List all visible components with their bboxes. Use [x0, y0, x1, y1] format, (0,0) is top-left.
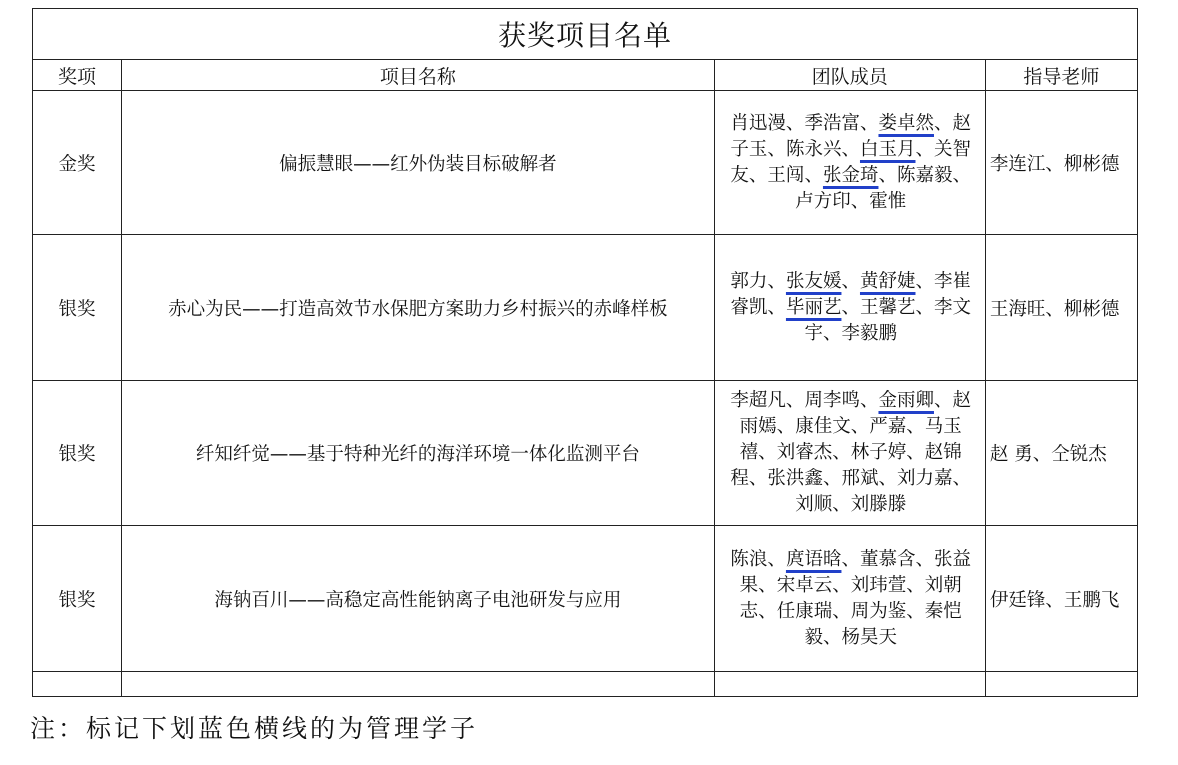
name-separator: 、	[841, 296, 860, 318]
advisor-cell: 赵 勇、仝锐杰	[985, 381, 1137, 526]
name-separator: 、	[767, 138, 786, 160]
award-cell: 银奖	[33, 381, 122, 526]
team-member: 李超凡	[730, 390, 786, 411]
team-member: 张益果	[739, 548, 972, 596]
name-separator: 、	[832, 494, 851, 515]
name-separator: 、	[748, 468, 768, 489]
advisor-cell: 伊廷锋、王鹏飞	[985, 526, 1137, 672]
name-separator: 、	[915, 548, 934, 570]
name-separator: 、	[906, 416, 925, 437]
team-member: 马玉禧	[739, 416, 962, 463]
header-advisor: 指导老师	[985, 60, 1137, 91]
team-member: 霍惟	[869, 190, 907, 212]
team-member: 卢方印	[795, 190, 851, 212]
name-separator: 、	[906, 600, 925, 622]
blank-cell	[33, 672, 122, 697]
team-member: 李文宇	[804, 296, 972, 344]
team-member: 李崔睿凯	[730, 270, 972, 318]
name-separator: 、	[878, 164, 897, 186]
table-row	[33, 381, 1138, 526]
team-member-management: 白玉月	[859, 138, 916, 160]
team-member: 陈永兴	[785, 138, 842, 160]
name-separator: 、	[822, 322, 842, 344]
name-separator: 、	[859, 390, 879, 411]
name-separator: 、	[748, 164, 768, 186]
team-member: 赵锦程	[730, 442, 962, 489]
name-separator: 、	[758, 574, 777, 596]
name-separator: 、	[832, 574, 851, 596]
name-separator: 、	[785, 390, 805, 411]
team-member-management: 黄舒婕	[859, 270, 916, 292]
blank-row	[33, 672, 1138, 697]
project-name-cell: 赤心为民——打造高效节水保肥方案助力乡村振兴的赤峰样板	[122, 235, 715, 381]
name-separator: 、	[767, 296, 786, 318]
team-member-management: 庹语晗	[785, 548, 842, 570]
table-row	[33, 235, 1138, 381]
team-member: 邢斌	[841, 468, 879, 489]
blank-cell	[985, 672, 1137, 697]
name-separator: 、	[776, 416, 796, 437]
name-separator: 、	[906, 442, 925, 463]
advisor-cell: 王海旺、柳彬德	[985, 235, 1137, 381]
name-separator: 、	[850, 416, 870, 437]
name-separator: 、	[758, 442, 777, 463]
team-member: 刘力嘉	[896, 468, 953, 489]
table-row	[33, 526, 1138, 672]
name-separator: 、	[850, 190, 870, 212]
team-members-cell	[714, 235, 985, 381]
header-row	[33, 60, 1138, 91]
name-separator: 、	[841, 138, 860, 160]
team-members-cell	[714, 381, 985, 526]
team-member: 季浩富	[804, 112, 860, 134]
team-member: 肖迅漫	[730, 112, 786, 134]
name-separator: 、	[758, 600, 777, 622]
name-separator: 、	[915, 296, 934, 318]
team-member: 陈嘉毅	[896, 164, 953, 186]
name-separator: 、	[785, 112, 805, 134]
team-member: 王馨艺	[859, 296, 916, 318]
team-member: 王闯	[767, 164, 805, 186]
team-member: 刘滕滕	[850, 494, 907, 515]
team-member: 赵子玉	[730, 112, 972, 160]
award-rows	[33, 91, 1138, 672]
team-member: 刘玮萱	[850, 574, 907, 596]
team-member-management: 金雨卿	[878, 390, 934, 411]
table-title: 获奖项目名单	[33, 9, 1138, 60]
name-separator: 、	[767, 548, 786, 570]
team-member: 张洪鑫	[767, 468, 823, 489]
name-separator: 、	[915, 270, 934, 292]
team-member: 杨昊天	[841, 626, 897, 648]
name-separator: 、	[767, 270, 786, 292]
name-separator: 、	[804, 164, 823, 186]
advisor-cell: 李连江、柳彬德	[985, 91, 1137, 235]
team-member-management: 娄卓然	[878, 112, 934, 134]
team-member: 郭力	[730, 270, 768, 292]
award-cell: 金奖	[33, 91, 122, 235]
name-separator: 、	[933, 390, 953, 411]
header-project-name: 项目名称	[122, 60, 715, 91]
name-separator: 、	[841, 270, 860, 292]
table-row	[33, 91, 1138, 235]
team-member: 任康瑞	[776, 600, 833, 622]
team-member: 刘睿杰	[776, 442, 833, 463]
name-separator: 、	[832, 442, 851, 463]
team-member: 秦恺毅	[804, 600, 962, 648]
team-member: 严嘉	[869, 416, 907, 437]
team-member: 陈浪	[730, 548, 768, 570]
award-cell: 银奖	[33, 526, 122, 672]
name-separator: 、	[832, 600, 851, 622]
name-separator: 、	[822, 468, 842, 489]
project-name-cell: 偏振慧眼——红外伪装目标破解者	[122, 91, 715, 235]
team-members-cell	[714, 91, 985, 235]
name-separator: 、	[878, 468, 897, 489]
team-member: 刘朝志	[739, 574, 962, 622]
award-list-table	[32, 8, 1138, 697]
name-separator: 、	[952, 468, 972, 489]
name-separator: 、	[841, 548, 860, 570]
project-name-cell: 纤知纤觉——基于特种光纤的海洋环境一体化监测平台	[122, 381, 715, 526]
team-member: 李毅鹏	[841, 322, 897, 344]
team-member: 周为鉴	[850, 600, 907, 622]
header-award: 奖项	[33, 60, 122, 91]
name-separator: 、	[859, 112, 879, 134]
title-row	[33, 9, 1138, 60]
team-member: 周李鸣	[804, 390, 860, 411]
team-member: 康佳文	[795, 416, 851, 437]
award-cell: 银奖	[33, 235, 122, 381]
team-member-management: 张金琦	[822, 164, 879, 186]
blank-cell	[122, 672, 715, 697]
team-member: 林子婷	[850, 442, 907, 463]
name-separator: 、	[952, 164, 972, 186]
team-member: 赵雨嫣	[739, 390, 972, 437]
team-member: 关智友	[730, 138, 972, 186]
team-member-management: 毕丽艺	[785, 296, 842, 318]
name-separator: 、	[822, 626, 842, 648]
team-members-cell	[714, 526, 985, 672]
project-name-cell: 海钠百川——高稳定高性能钠离子电池研发与应用	[122, 526, 715, 672]
team-member: 董慕含	[859, 548, 916, 570]
team-member: 宋卓云	[776, 574, 833, 596]
name-separator: 、	[906, 574, 925, 596]
blank-cell	[714, 672, 985, 697]
team-member-management: 张友媛	[785, 270, 842, 292]
team-member: 刘顺	[795, 494, 833, 515]
footnote: 注：标记下划蓝色横线的为管理学子	[30, 714, 479, 743]
name-separator: 、	[915, 138, 934, 160]
name-separator: 、	[933, 112, 953, 134]
header-team-members: 团队成员	[714, 60, 985, 91]
